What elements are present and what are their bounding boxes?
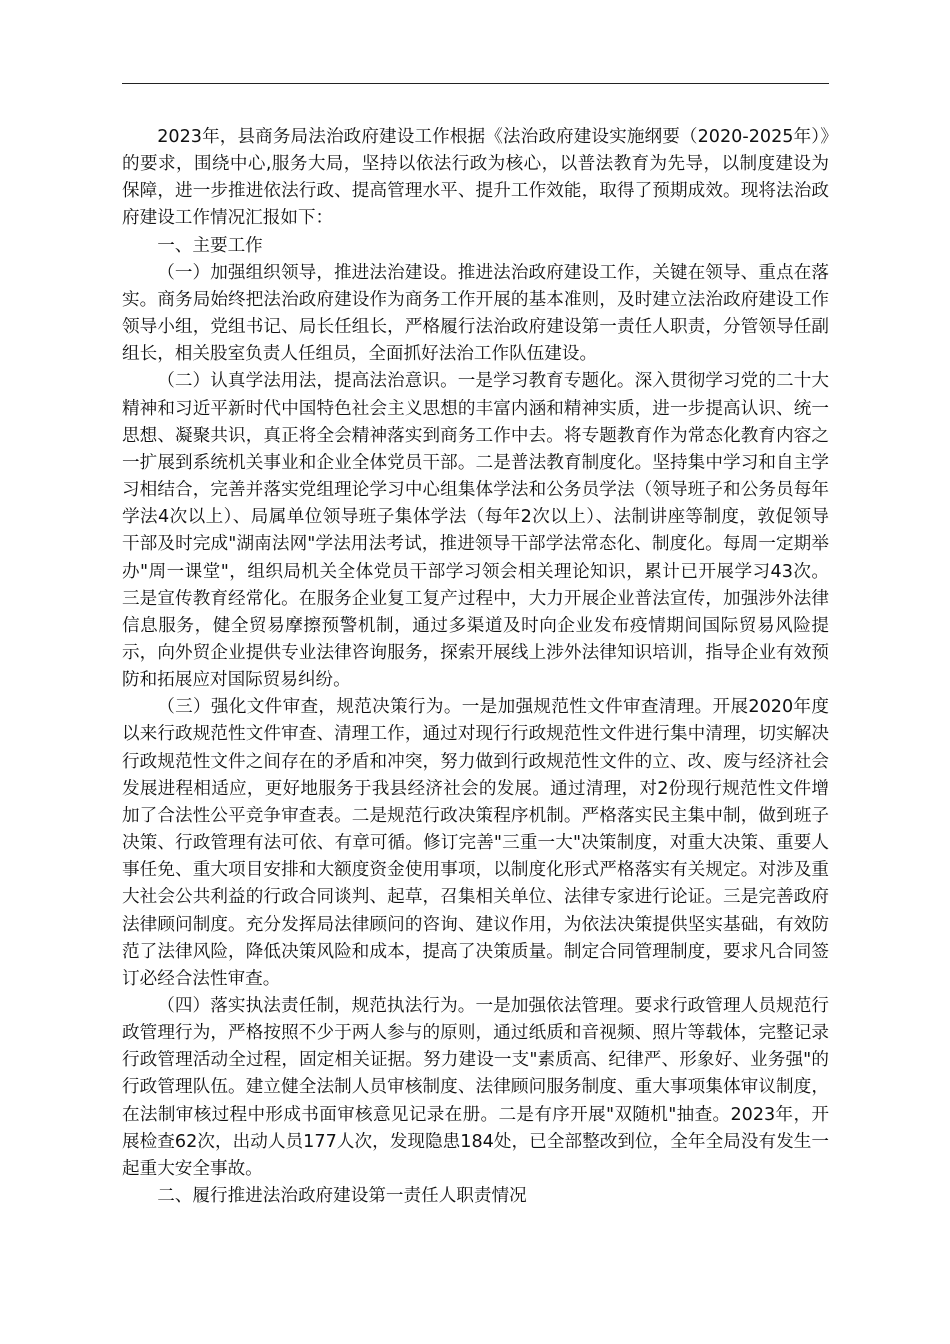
paragraph-document-review: （三）强化文件审查，规范决策行为。一是加强规范性文件审查清理。开展2020年度以来行政规范性文件审查、清理工作，通过对现行行政规范性文件进行集中清理，切实解决行政规范性文件之间存在的矛盾和冲突，努力做到行政规范性文件的立、改、废与经济社会发展进程相适应，更好地服务于我县经济社会的发展。通过清理，对2份现行规范性文件增加了合法性公平竞争审查表。二是规范行政决策程序机制。严格落实民主集中制，做到班子决策、行政管理有法可依、有章可循。修订完善"三重一大"决策制度，对重大决策、重要人事任免、重大项目安排和大额度资金使用事项，以制度化形式严格落实有关规定。对涉及重大社会公共利益的行政合同谈判、起草，召集相关单位、法律专家进行论证。三是完善政府法律顾问制度。充分发挥局法律顾问的咨询、建议作用，为依法决策提供坚实基础，有效防范了法律风险，降低决策风险和成本，提高了决策质量。制定合同管理制度，要求凡合同签订必经合法性审查。: [122, 697, 829, 989]
paragraph-law-study: （二）认真学法用法，提高法治意识。一是学习教育专题化。深入贯彻学习党的二十大精神和习近平新时代中国特色社会主义思想的丰富内涵和精神实质，进一步提高认识、统一思想、凝聚共识，真正将全会精神落实到商务工作中去。将专题教育作为常态化教育内容之一扩展到系统机关事业和企业全体党员干部。二是普法教育制度化。坚持集中学习和自主学习相结合，完善并落实党组理论学习中心组集体学法和公务员学法（领导班子和公务员每年学法4次以上）、局属单位领导班子集体学法（每年2次以上）、法制讲座等制度，敦促领导干部及时完成"湖南法网"学法用法考试，推进领导干部学法常态化、制度化。每周一定期举办"周一课堂"，组织局机关全体党员干部学习领会相关理论知识，累计已开展学习43次。三是宣传教育经常化。在服务企业复工复产过程中，大力开展企业普法宣传，加强涉外法律信息服务，健全贸易摩擦预警机制，通过多渠道及时向企业发布疫情期间国际贸易风险提示，向外贸企业提供专业法律咨询服务，探索开展线上涉外法律知识培训，指导企业有效预防和拓展应对国际贸易纠纷。: [122, 371, 829, 691]
section-heading-main-work: 一、主要工作: [157, 235, 263, 256]
paragraph-organizational-leadership: （一）加强组织领导，推进法治建设。推进法治政府建设工作，关键在领导、重点在落实。商务局始终把法治政府建设作为商务工作开展的基本准则，及时建立法治政府建设工作领导小组，党组书记、局长任组长，严格履行法治政府建设第一责任人职责，分管领导任副组长，相关股室负责人任组员，全面抓好法治工作队伍建设。: [122, 262, 829, 365]
paragraph-law-enforcement: （四）落实执法责任制，规范执法行为。一是加强依法管理。要求行政管理人员规范行政管理行为，严格按照不少于两人参与的原则，通过纸质和音视频、照片等载体，完整记录行政管理活动全过程，固定相关证据。努力建设一支"素质高、纪律严、形象好、业务强"的行政管理队伍。建立健全法制人员审核制度、法律顾问服务制度、重大事项集体审议制度，在法制审核过程中形成书面审核意见记录在册。二是有序开展"双随机"抽查。2023年，开展检查62次，出动人员177人次，发现隐患184处，已全部整改到位，全年全局没有发生一起重大安全事故。: [122, 996, 829, 1179]
header-rule: [122, 83, 829, 84]
document-body: [122, 124, 829, 1210]
intro-paragraph: 2023年，县商务局法治政府建设工作根据《法治政府建设实施纲要（2020-2025年）》的要求，围绕中心,服务大局，坚持以依法行政为核心，以普法教育为先导，以制度建设为保障，进一步推进依法行政、提高管理水平、提升工作效能，取得了预期成效。现将法治政府建设工作情况汇报如下：: [122, 127, 829, 229]
section-heading-first-responsibility: 二、履行推进法治政府建设第一责任人职责情况: [157, 1186, 527, 1207]
